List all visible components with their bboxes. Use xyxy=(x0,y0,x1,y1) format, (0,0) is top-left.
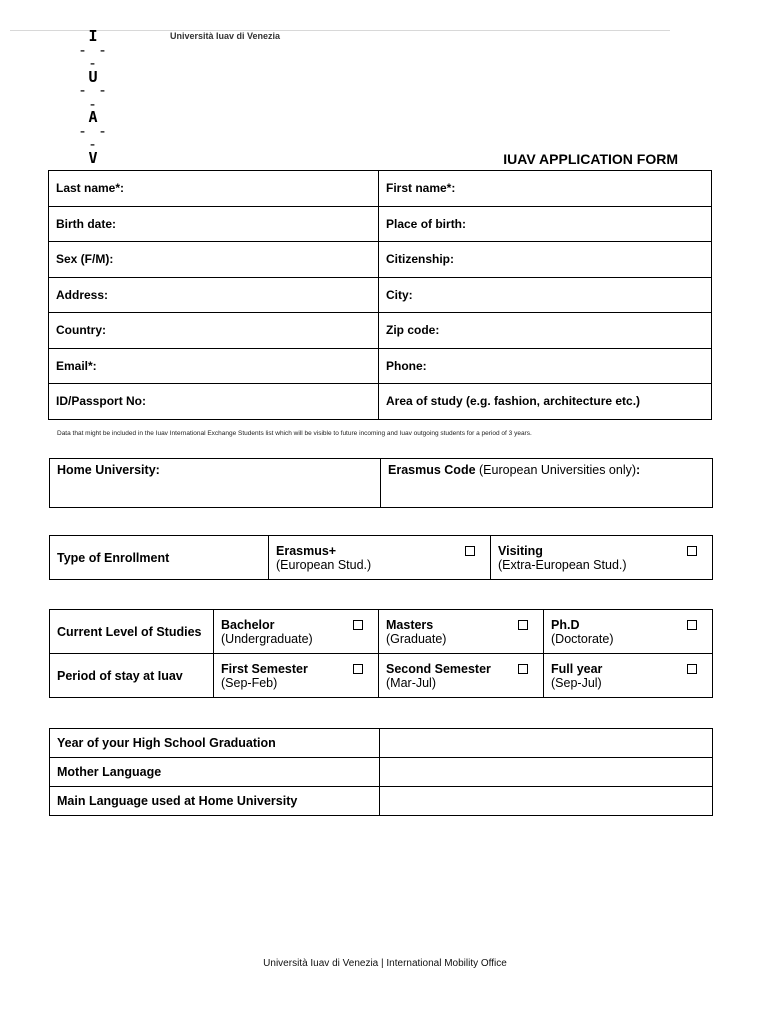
option-subtitle: (Graduate) xyxy=(386,631,447,646)
option-title: Second Semester xyxy=(386,661,491,676)
enrollment-option-visiting[interactable] xyxy=(491,536,713,580)
enrollment-option-erasmus[interactable] xyxy=(269,536,491,580)
table-row xyxy=(50,758,713,787)
table-row xyxy=(49,348,712,384)
erasmus-code-note: (European Universities only) xyxy=(479,463,637,477)
logo-letter-v: V xyxy=(88,148,98,167)
option-subtitle: (European Stud.) xyxy=(276,557,372,572)
home-university-table xyxy=(49,458,713,508)
main-language-label: Main Language used at Home University xyxy=(50,787,380,816)
passport-field[interactable]: ID/Passport No: xyxy=(49,384,379,420)
personal-data-table xyxy=(48,170,712,420)
phd-checkbox[interactable] xyxy=(687,620,697,630)
logo-letter-a: A xyxy=(88,108,98,126)
enrollment-label: Type of Enrollment xyxy=(50,536,269,580)
table-row xyxy=(50,610,713,654)
erasmus-code-colon: : xyxy=(636,463,641,477)
table-row xyxy=(49,277,712,313)
logo-dash: - - - xyxy=(77,121,109,153)
table-row xyxy=(49,313,712,349)
logo-dash: - - - xyxy=(77,81,109,113)
masters-checkbox[interactable] xyxy=(518,620,528,630)
country-field[interactable]: Country: xyxy=(49,313,379,349)
option-subtitle: (Undergraduate) xyxy=(221,631,313,646)
mother-language-input[interactable] xyxy=(380,758,713,787)
study-level-table xyxy=(49,609,713,698)
table-row xyxy=(49,171,712,207)
option-title: Erasmus+ xyxy=(276,543,337,558)
main-language-input[interactable] xyxy=(380,787,713,816)
enrollment-table xyxy=(49,535,713,580)
option-title: Bachelor xyxy=(221,617,275,632)
table-row xyxy=(49,242,712,278)
footer: Università Iuav di Venezia | International Mobility Office xyxy=(263,958,507,969)
period-option-first-semester[interactable] xyxy=(214,654,379,698)
privacy-note: Data that might be included in the Iuav International Exchange Students list which will be visible to future incoming and Iuav outgoing students for a period of 3 years. xyxy=(57,430,532,437)
mother-language-label: Mother Language xyxy=(50,758,380,787)
logo-dash: - - - xyxy=(77,40,109,72)
period-of-stay-label: Period of stay at Iuav xyxy=(50,654,214,698)
study-level-label: Current Level of Studies xyxy=(50,610,214,654)
level-option-masters[interactable] xyxy=(379,610,544,654)
address-field[interactable]: Address: xyxy=(49,277,379,313)
logo-letter-u: U xyxy=(88,67,98,86)
period-option-second-semester[interactable] xyxy=(379,654,544,698)
level-option-bachelor[interactable] xyxy=(214,610,379,654)
full-year-checkbox[interactable] xyxy=(687,664,697,674)
table-row xyxy=(50,729,713,758)
erasmus-code-field[interactable] xyxy=(381,459,713,508)
option-subtitle: (Doctorate) xyxy=(551,631,614,646)
period-option-full-year[interactable] xyxy=(544,654,713,698)
sex-field[interactable]: Sex (F/M): xyxy=(49,242,379,278)
option-subtitle: (Extra-European Stud.) xyxy=(498,557,627,572)
home-university-field[interactable]: Home University: xyxy=(50,459,381,508)
citizenship-field[interactable]: Citizenship: xyxy=(379,242,712,278)
option-subtitle: (Sep-Jul) xyxy=(551,675,602,690)
form-title: IUAV APPLICATION FORM xyxy=(503,151,678,167)
table-row xyxy=(50,787,713,816)
area-of-study-field[interactable]: Area of study (e.g. fashion, architecture etc.) xyxy=(379,384,712,420)
graduation-year-label: Year of your High School Graduation xyxy=(50,729,380,758)
table-row xyxy=(49,206,712,242)
option-subtitle: (Sep-Feb) xyxy=(221,675,278,690)
graduation-year-input[interactable] xyxy=(380,729,713,758)
option-title: Ph.D xyxy=(551,617,580,632)
second-semester-checkbox[interactable] xyxy=(518,664,528,674)
last-name-field[interactable]: Last name*: xyxy=(49,171,379,207)
zip-code-field[interactable]: Zip code: xyxy=(379,313,712,349)
city-field[interactable]: City: xyxy=(379,277,712,313)
birth-date-field[interactable]: Birth date: xyxy=(49,206,379,242)
visiting-checkbox[interactable] xyxy=(687,546,697,556)
option-title: First Semester xyxy=(221,661,308,676)
erasmus-checkbox[interactable] xyxy=(465,546,475,556)
option-title: Visiting xyxy=(498,543,543,558)
table-row xyxy=(50,459,713,508)
university-name: Università Iuav di Venezia xyxy=(170,31,281,41)
language-table xyxy=(49,728,713,816)
email-field[interactable]: Email*: xyxy=(49,348,379,384)
place-of-birth-field[interactable]: Place of birth: xyxy=(379,206,712,242)
phone-field[interactable]: Phone: xyxy=(379,348,712,384)
option-subtitle: (Mar-Jul) xyxy=(386,675,436,690)
option-title: Full year xyxy=(551,661,603,676)
level-option-phd[interactable] xyxy=(544,610,713,654)
first-name-field[interactable]: First name*: xyxy=(379,171,712,207)
logo-letter-i: I xyxy=(88,27,98,45)
table-row xyxy=(49,384,712,420)
iuav-logo xyxy=(76,27,110,167)
table-row xyxy=(50,536,713,580)
table-row xyxy=(50,654,713,698)
option-title: Masters xyxy=(386,617,434,632)
first-semester-checkbox[interactable] xyxy=(353,664,363,674)
erasmus-code-label: Erasmus Code xyxy=(388,463,476,477)
bachelor-checkbox[interactable] xyxy=(353,620,363,630)
